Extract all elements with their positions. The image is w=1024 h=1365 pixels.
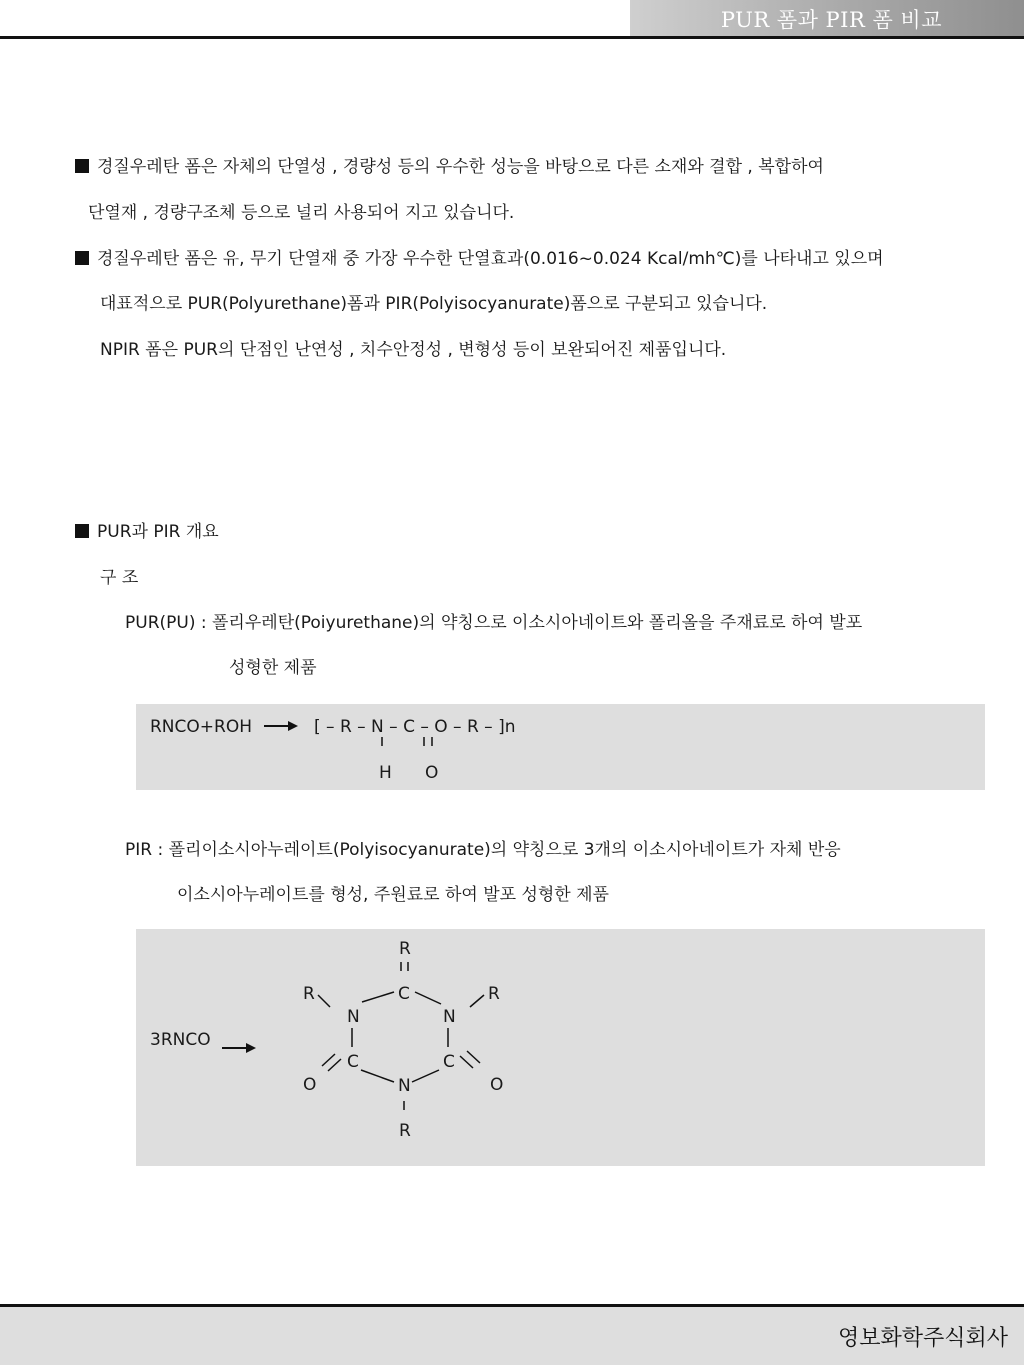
pur-description-1: PUR(PU) : 폴리우레탄(Poiyurethane)의 약칭으로 이소시아네이트와 폴리올을 주재료로 하여 발포 <box>125 613 863 633</box>
structure-subheading: 구 조 <box>100 568 139 588</box>
double-bond-right-b <box>467 1051 480 1063</box>
bullet-square-icon <box>75 251 89 265</box>
intro-line-1: 경질우레탄 폼은 자체의 단열성 , 경량성 등의 우수한 성능을 바탕으로 다른 소재와 결합 , 복합하여 <box>75 156 824 178</box>
bond-c-top-n-right <box>415 992 441 1004</box>
pir-description-1: PIR : 폴리이소시아누레이트(Polyisocyanurate)의 약칭으로 3개의 이소시아네이트가 자체 반응 <box>125 840 841 860</box>
pir-formula-box <box>136 929 985 1166</box>
oxygen-lower-right: O <box>490 1075 504 1095</box>
nitrogen-bottom: N <box>398 1076 411 1096</box>
pir-description-2: 이소시아누레이트를 형성, 주원료로 하여 발포 성형한 제품 <box>177 885 609 905</box>
reaction-arrow-icon <box>288 721 298 731</box>
bond-r-n-left <box>318 995 330 1007</box>
carbon-lower-right: C <box>443 1052 455 1072</box>
bond-r-n-right <box>470 995 484 1007</box>
bond-n-c-top-left <box>362 992 394 1002</box>
r-group-upper-right: R <box>488 984 500 1004</box>
nitrogen-left: N <box>347 1007 360 1027</box>
pur-description-2: 성형한 제품 <box>229 658 317 678</box>
header-rule <box>0 36 1024 39</box>
company-name: 영보화학주식회사 <box>837 1326 1008 1351</box>
bond-c-n-bottom-left <box>361 1070 394 1082</box>
pur-product: [ – R – N – C – O – R – ]n <box>314 717 516 737</box>
pur-formula-box <box>136 704 985 790</box>
intro-line-5: NPIR 폼은 PUR의 단점인 난연성 , 치수안정성 , 변형성 등이 보완되어진 제품입니다. <box>100 340 727 360</box>
carbon-lower-left: C <box>347 1052 359 1072</box>
header-band <box>630 0 1024 36</box>
page-title: PUR 폼과 PIR 폼 비교 <box>720 8 942 32</box>
footer-band <box>0 1307 1024 1365</box>
intro-line-4: 대표적으로 PUR(Polyurethane)폼과 PIR(Polyisocyanurate)폼으로 구분되고 있습니다. <box>100 294 768 314</box>
bond-c-n-bottom-right <box>412 1070 439 1082</box>
r-group-top: R <box>399 939 411 959</box>
carbon-top: C <box>398 984 410 1004</box>
pur-h-atom: H <box>379 763 392 783</box>
double-bond-left-a <box>322 1054 335 1066</box>
oxygen-lower-left: O <box>303 1075 317 1095</box>
pir-reactant: 3RNCO <box>150 1030 211 1050</box>
pir-isocyanurate-diagram <box>136 929 985 1166</box>
reaction-arrow-icon <box>246 1043 256 1053</box>
r-group-upper-left: R <box>303 984 315 1004</box>
intro-line-3: 경질우레탄 폼은 유, 무기 단열재 중 가장 우수한 단열효과(0.016~0.024 Kcal/mh℃)를 나타내고 있으며 <box>75 248 884 270</box>
pur-reactants: RNCO+ROH <box>150 717 252 737</box>
bullet-square-icon <box>75 524 89 538</box>
intro-line-2: 단열재 , 경량구조체 등으로 널리 사용되어 지고 있습니다. <box>88 203 515 223</box>
double-bond-right-a <box>460 1056 473 1068</box>
bullet-square-icon <box>75 159 89 173</box>
r-group-bottom: R <box>399 1121 411 1141</box>
pur-formula-diagram <box>136 704 985 790</box>
pur-o-atom: O <box>425 763 439 783</box>
double-bond-left-b <box>328 1059 341 1071</box>
nitrogen-right: N <box>443 1007 456 1027</box>
overview-heading: PUR과 PIR 개요 <box>75 521 219 543</box>
